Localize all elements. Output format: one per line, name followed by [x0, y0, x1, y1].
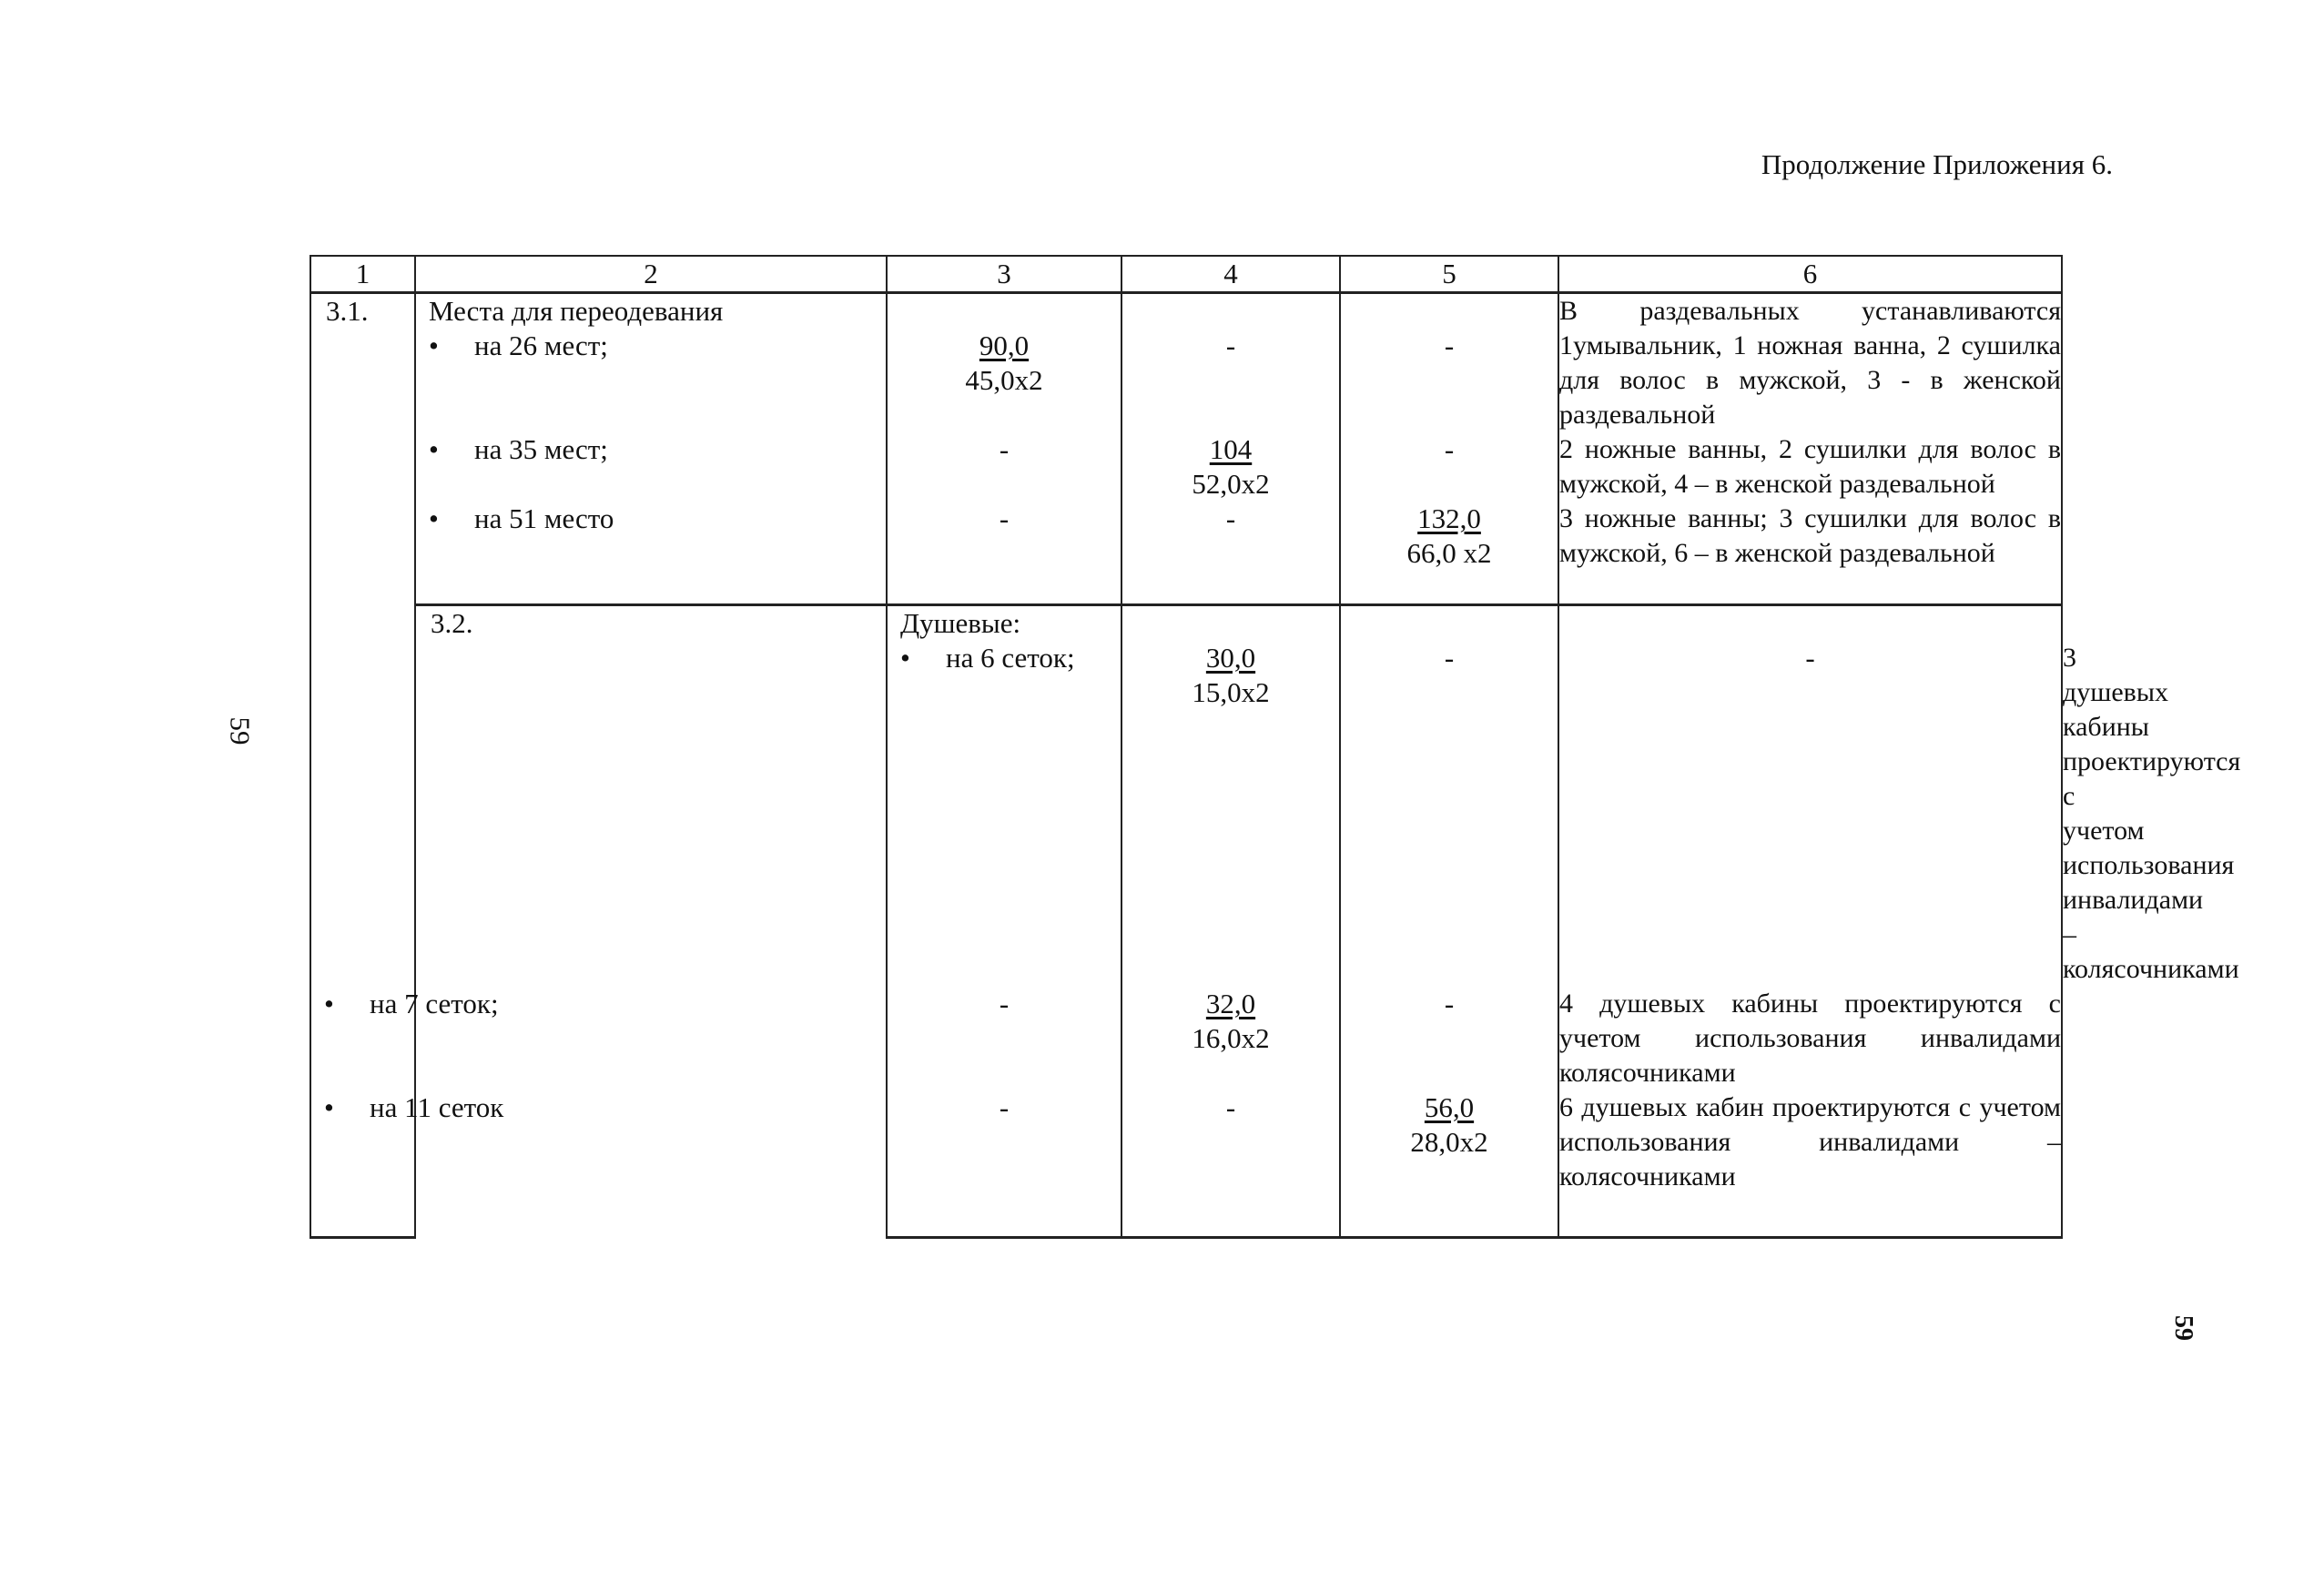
value-dash: - — [999, 1091, 1010, 1123]
note-cell: 4 душевых кабины проектируются с учетом использования инвалидами колясочниками — [1558, 987, 2062, 1090]
value-breakdown: 66,0 х2 — [1406, 537, 1492, 569]
value-dash: - — [1444, 330, 1455, 361]
group-title: Места для переодевания — [429, 295, 724, 327]
value-cell — [887, 1090, 1121, 1194]
item-label: на 7 сеток; — [370, 988, 499, 1019]
value-dash: - — [1444, 988, 1455, 1019]
value-cell — [887, 293, 1121, 433]
value-cell — [1558, 605, 2062, 988]
bullet-icon: • — [900, 642, 910, 674]
value-breakdown: 45,0х2 — [965, 364, 1043, 396]
column-header: 6 — [1558, 256, 2062, 293]
list-item — [416, 502, 886, 536]
value-cell — [887, 432, 1121, 502]
value-cell — [1340, 293, 1558, 433]
table-header — [310, 256, 2062, 293]
value-dash: - — [1444, 433, 1455, 465]
value-breakdown: 52,0х2 — [1192, 468, 1270, 500]
label-cell — [887, 605, 1121, 988]
column-header: 1 — [310, 256, 415, 293]
value-cell — [887, 502, 1121, 571]
page-number-right: 59 — [2169, 1315, 2197, 1341]
list-item — [416, 329, 886, 363]
value-cell — [1121, 605, 1340, 988]
value-dash: - — [999, 502, 1010, 534]
value-breakdown: 28,0х2 — [1410, 1126, 1488, 1158]
value-dash: - — [1225, 502, 1236, 534]
value-cell — [1121, 293, 1340, 433]
value-cell — [1121, 432, 1340, 502]
table-row — [310, 432, 2062, 502]
value-total: 104 — [1209, 433, 1253, 465]
value-cell — [1340, 432, 1558, 502]
value-dash: - — [1225, 330, 1236, 361]
note-cell: 2 ножные ванны, 2 сушилки для волос в мужской, 4 – в женской раздевальной — [1558, 432, 2062, 502]
table-row: 3.2. Душевые: • на 6 сеток; 30,0 15,0х2 - - 3 душевых кабины проектируются с учетом использования инвалидами – колясочниками — [310, 605, 2062, 988]
value-total: 90,0 — [979, 330, 1030, 361]
label-cell — [310, 1090, 504, 1194]
value-dash: - — [1225, 1091, 1236, 1123]
bullet-icon: • — [429, 433, 439, 465]
group-title: Душевые: — [900, 607, 1021, 639]
value-cell — [1121, 987, 1340, 1090]
note-cell: 6 душевых кабин проектируются с учетом использования инвалидами –колясочниками — [1558, 1090, 2062, 1194]
item-label: на 11 сеток — [370, 1091, 504, 1123]
item-label: на 51 место — [474, 502, 614, 534]
note-cell: 3 ножные ванны; 3 сушилки для волос в мужской, 6 – в женской раздевальной — [1558, 502, 2062, 571]
group-number-cell — [310, 293, 415, 988]
item-label: на 6 сеток; — [946, 642, 1075, 674]
item-label: на 26 мест; — [474, 330, 608, 361]
item-label: на 35 мест; — [474, 433, 608, 465]
bullet-icon: • — [429, 330, 439, 361]
bullet-icon: • — [429, 502, 439, 534]
group-number: 3.2. — [431, 607, 473, 639]
value-breakdown: 16,0х2 — [1192, 1022, 1270, 1054]
group-number-cell — [415, 605, 887, 1238]
list-item — [416, 432, 886, 467]
page-heading: Продолжение Приложения 6. — [1761, 148, 2113, 180]
bullet-icon: • — [324, 1091, 334, 1123]
value-cell — [1121, 1090, 1340, 1194]
value-total: 132,0 — [1417, 502, 1481, 534]
group-number: 3.1. — [326, 295, 369, 327]
specification-table — [310, 255, 2241, 1239]
value-cell — [1340, 605, 1558, 988]
value-total: 56,0 — [1424, 1091, 1475, 1123]
column-header: 2 — [415, 256, 887, 293]
value-dash: - — [999, 433, 1010, 465]
column-header: 5 — [1340, 256, 1558, 293]
list-item — [311, 1090, 504, 1125]
list-item — [311, 987, 499, 1021]
page-number-left: 59 — [224, 716, 257, 745]
table-row — [310, 502, 2062, 571]
list-item — [888, 641, 1121, 675]
label-cell — [310, 987, 499, 1090]
value-cell — [1340, 987, 1558, 1090]
label-cell — [415, 293, 887, 433]
label-cell — [415, 432, 887, 502]
column-header: 4 — [1121, 256, 1340, 293]
value-total: 30,0 — [1205, 642, 1256, 674]
value-dash: - — [999, 988, 1010, 1019]
spacer-row — [310, 571, 2062, 605]
value-cell — [1340, 502, 1558, 571]
value-total: 32,0 — [1205, 988, 1256, 1019]
bullet-icon: • — [324, 988, 334, 1019]
value-cell — [1340, 1090, 1558, 1194]
header-row — [310, 256, 2062, 293]
value-dash: - — [1805, 642, 1815, 674]
note-cell: В раздевальных устанавливаются 1умывальник, 1 ножная ванна, 2 сушилка для волос в мужской, 3 - в женской раздевальной — [1558, 293, 2062, 433]
value-dash: - — [1444, 642, 1455, 674]
value-cell — [1121, 502, 1340, 571]
label-cell — [415, 502, 887, 571]
table-row — [310, 293, 2062, 433]
value-breakdown: 15,0х2 — [1192, 676, 1270, 708]
column-header: 3 — [887, 256, 1121, 293]
value-cell — [887, 987, 1121, 1090]
